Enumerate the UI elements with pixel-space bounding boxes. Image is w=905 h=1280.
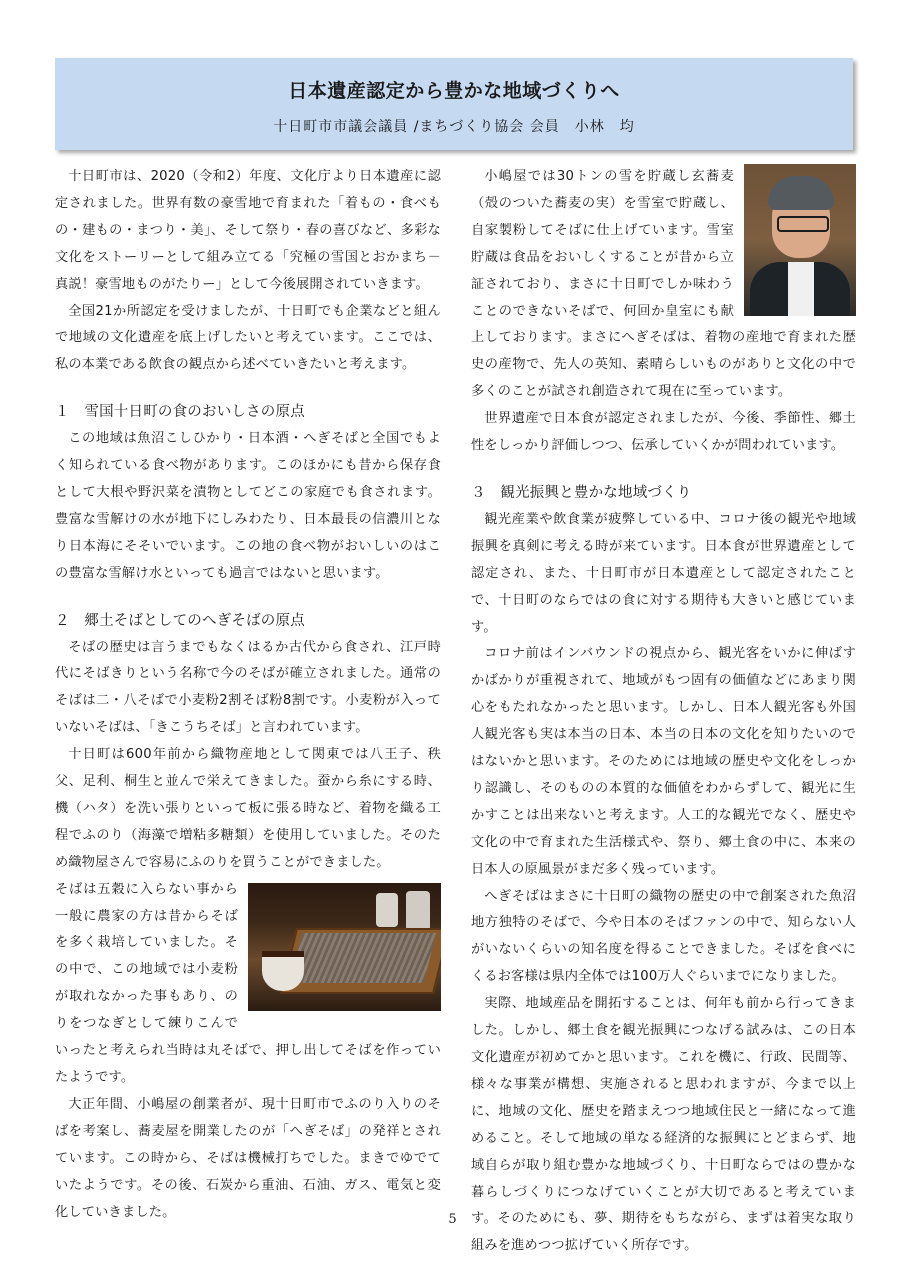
paragraph: 十日町市は、2020（令和2）年度、文化庁より日本遺産に認定されました。世界有数の豪雪地で育まれた「着もの・食べもの・建もの・まつり・美」、そして祭り・春の喜びなど、多彩な文化をストーリーとして組み立てる「究極の雪国とおかまち－真説！豪雪地ものがたりー」として今後展開されていきます。	[55, 169, 441, 292]
paragraph: 観光産業や飲食業が疲弊している中、コロナ後の観光や地域振興を真剣に考える時が来ています。日本食が世界遺産として認定され、また、十日町市が日本遺産として認定されたことで、十日町のならではの食に対する期待も大きいと感じています。	[471, 511, 856, 635]
article-title: 日本遺産認定から豊かな地域づくりへ	[288, 80, 620, 102]
paragraph: 小嶋屋では30トンの雪を貯蔵し玄蕎麦（殻のついた蕎麦の実）を雪室で貯蔵し、自家製粉してそばに仕上げています。雪室貯蔵は食品をおいしくすることが昔から立証されており、まさに十日町でしか味わうことのできないそばで、何回か皇室にも献上しております。まさにへぎそばは、着物の産地で育まれた歴史の産物で、先人の英知、素晴らしいものがありと文化の中で多くのことが試され創造されて現在に至っています。	[471, 169, 856, 400]
paragraph: 全国21か所認定を受けましたが、十日町でも企業などと組んで地域の文化遺産を底上げしたいと考えています。ここでは、私の本業である飲食の観点から述べていきたいと考えます。	[55, 303, 441, 373]
paragraph: そばの歴史は言うまでもなくはるか古代から食され、江戸時代にそばきりという名称で今のそばが確立されました。通常のそばは二・八そばで小麦粉2割そば粉8割です。小麦粉が入っていないそばは、「きこうちそば」と言われています。	[55, 639, 441, 736]
title-banner	[55, 58, 853, 150]
paragraph: 十日町は600年前から織物産地として関東では八王子、秩父、足利、桐生と並んで栄えてきました。蚕から糸にする時、機（ハタ）を洗い張りといって板に張る時など、着物を織る工程でふのり（海藻で増粘多糖類）を使用していました。そのため織物屋さんで容易にふのりを買うことができました。	[55, 747, 441, 870]
page-number: 5	[448, 1212, 457, 1227]
paragraph: 実際、地域産品を開拓することは、何年も前から行ってきました。しかし、郷土食を観光振興につなげる試みは、この日本文化遺産が初めてかと思います。これを機に、行政、民間等、様々な事業が構想、実施されると思われますが、今まで以上に、地域の文化、歴史を踏まえつつ地域住民と一緒になって進めること。そして地域の単なる経済的な振興にとどまらず、地域自らが取り組む豊かな地域づくり、十日町ならではの豊かな暮らしづくりにつなげていくことが大切であると考えています。そのためにも、夢、期待をもちながら、まずは着実な取り組みを進めつつ拡げていく所存です。	[471, 996, 856, 1254]
paragraph: この地域は魚沼こしひかり・日本酒・へぎそばと全国でもよく知られている食べ物があります。このほかにも昔から保存食として大根や野沢菜を漬物としてどこの家庭でも食されます。豊富な雪解けの水が地下にしみわたり、日本最長の信濃川となり日本海にそそいでいます。この地の食べ物がおいしいのはこの豊富な雪解け水といっても過言ではないと思います。	[55, 431, 441, 581]
section-heading-2: ２ 郷土そばとしてのへぎそばの原点	[55, 612, 305, 629]
paragraph: 大正年間、小嶋屋の創業者が、現十日町市でふのり入りのそばを考案し、蕎麦屋を開業したのが「へぎそば」の発祥とされています。この時から、そばは機械打ちでした。まきでゆでていたようです。その後、石炭から重油、石油、ガス、電気と変化していきました。	[55, 1096, 441, 1220]
paragraph: 世界遺産で日本食が認定されましたが、今後、季節性、郷土性をしっかり評価しつつ、伝承していくかが問われています。	[471, 411, 856, 454]
soba-photo	[248, 883, 441, 1011]
section-heading-1: １ 雪国十日町の食のおいしさの原点	[55, 404, 305, 421]
right-column	[471, 164, 856, 1260]
author-portrait-photo	[744, 164, 856, 316]
author-byline: 十日町市市議会議員 /まちづくり協会 会員 小林 均	[273, 119, 635, 135]
paragraph: そばは五穀に入らない事から一般に農家の方は昔からそばを多く栽培していました。その中で、この地域では小麦粉が取れなかった事もあり、のりをつなぎとして練りこんでいったと考えられ当時は丸そばで、押し出してそばを作っていたようです。	[55, 881, 441, 1085]
left-column	[55, 164, 441, 1226]
section-heading-3: ３ 観光振興と豊かな地域づくり	[471, 484, 692, 501]
paragraph: へぎそばはまさに十日町の織物の歴史の中で創案された魚沼地方独特のそばで、今や日本のそばファンの中で、知らない人がいないくらいの知名度を得ることできました。そばを食べにくるお客様は県内全体では100万人ぐらいまでになりました。	[471, 888, 856, 985]
paragraph: コロナ前はインバウンドの視点から、観光客をいかに伸ばすかばかりが重視されて、地域がもつ固有の価値などにあまり関心をもたれなかったと思います。しかし、日本人観光客も外国人観光客も実は本当の日本、本当の日本の文化を知りたいのではないかと思います。そのためには地域の歴史や文化をしっかり認識し、そのものの本質的な価値をわからずして、観光に生かすことは出来ないと考えます。人工的な観光でなく、歴史や文化の中で育まれた生活様式や、祭り、郷土食の中に、本来の日本人の原風景がまだ多く残っています。	[471, 646, 856, 877]
